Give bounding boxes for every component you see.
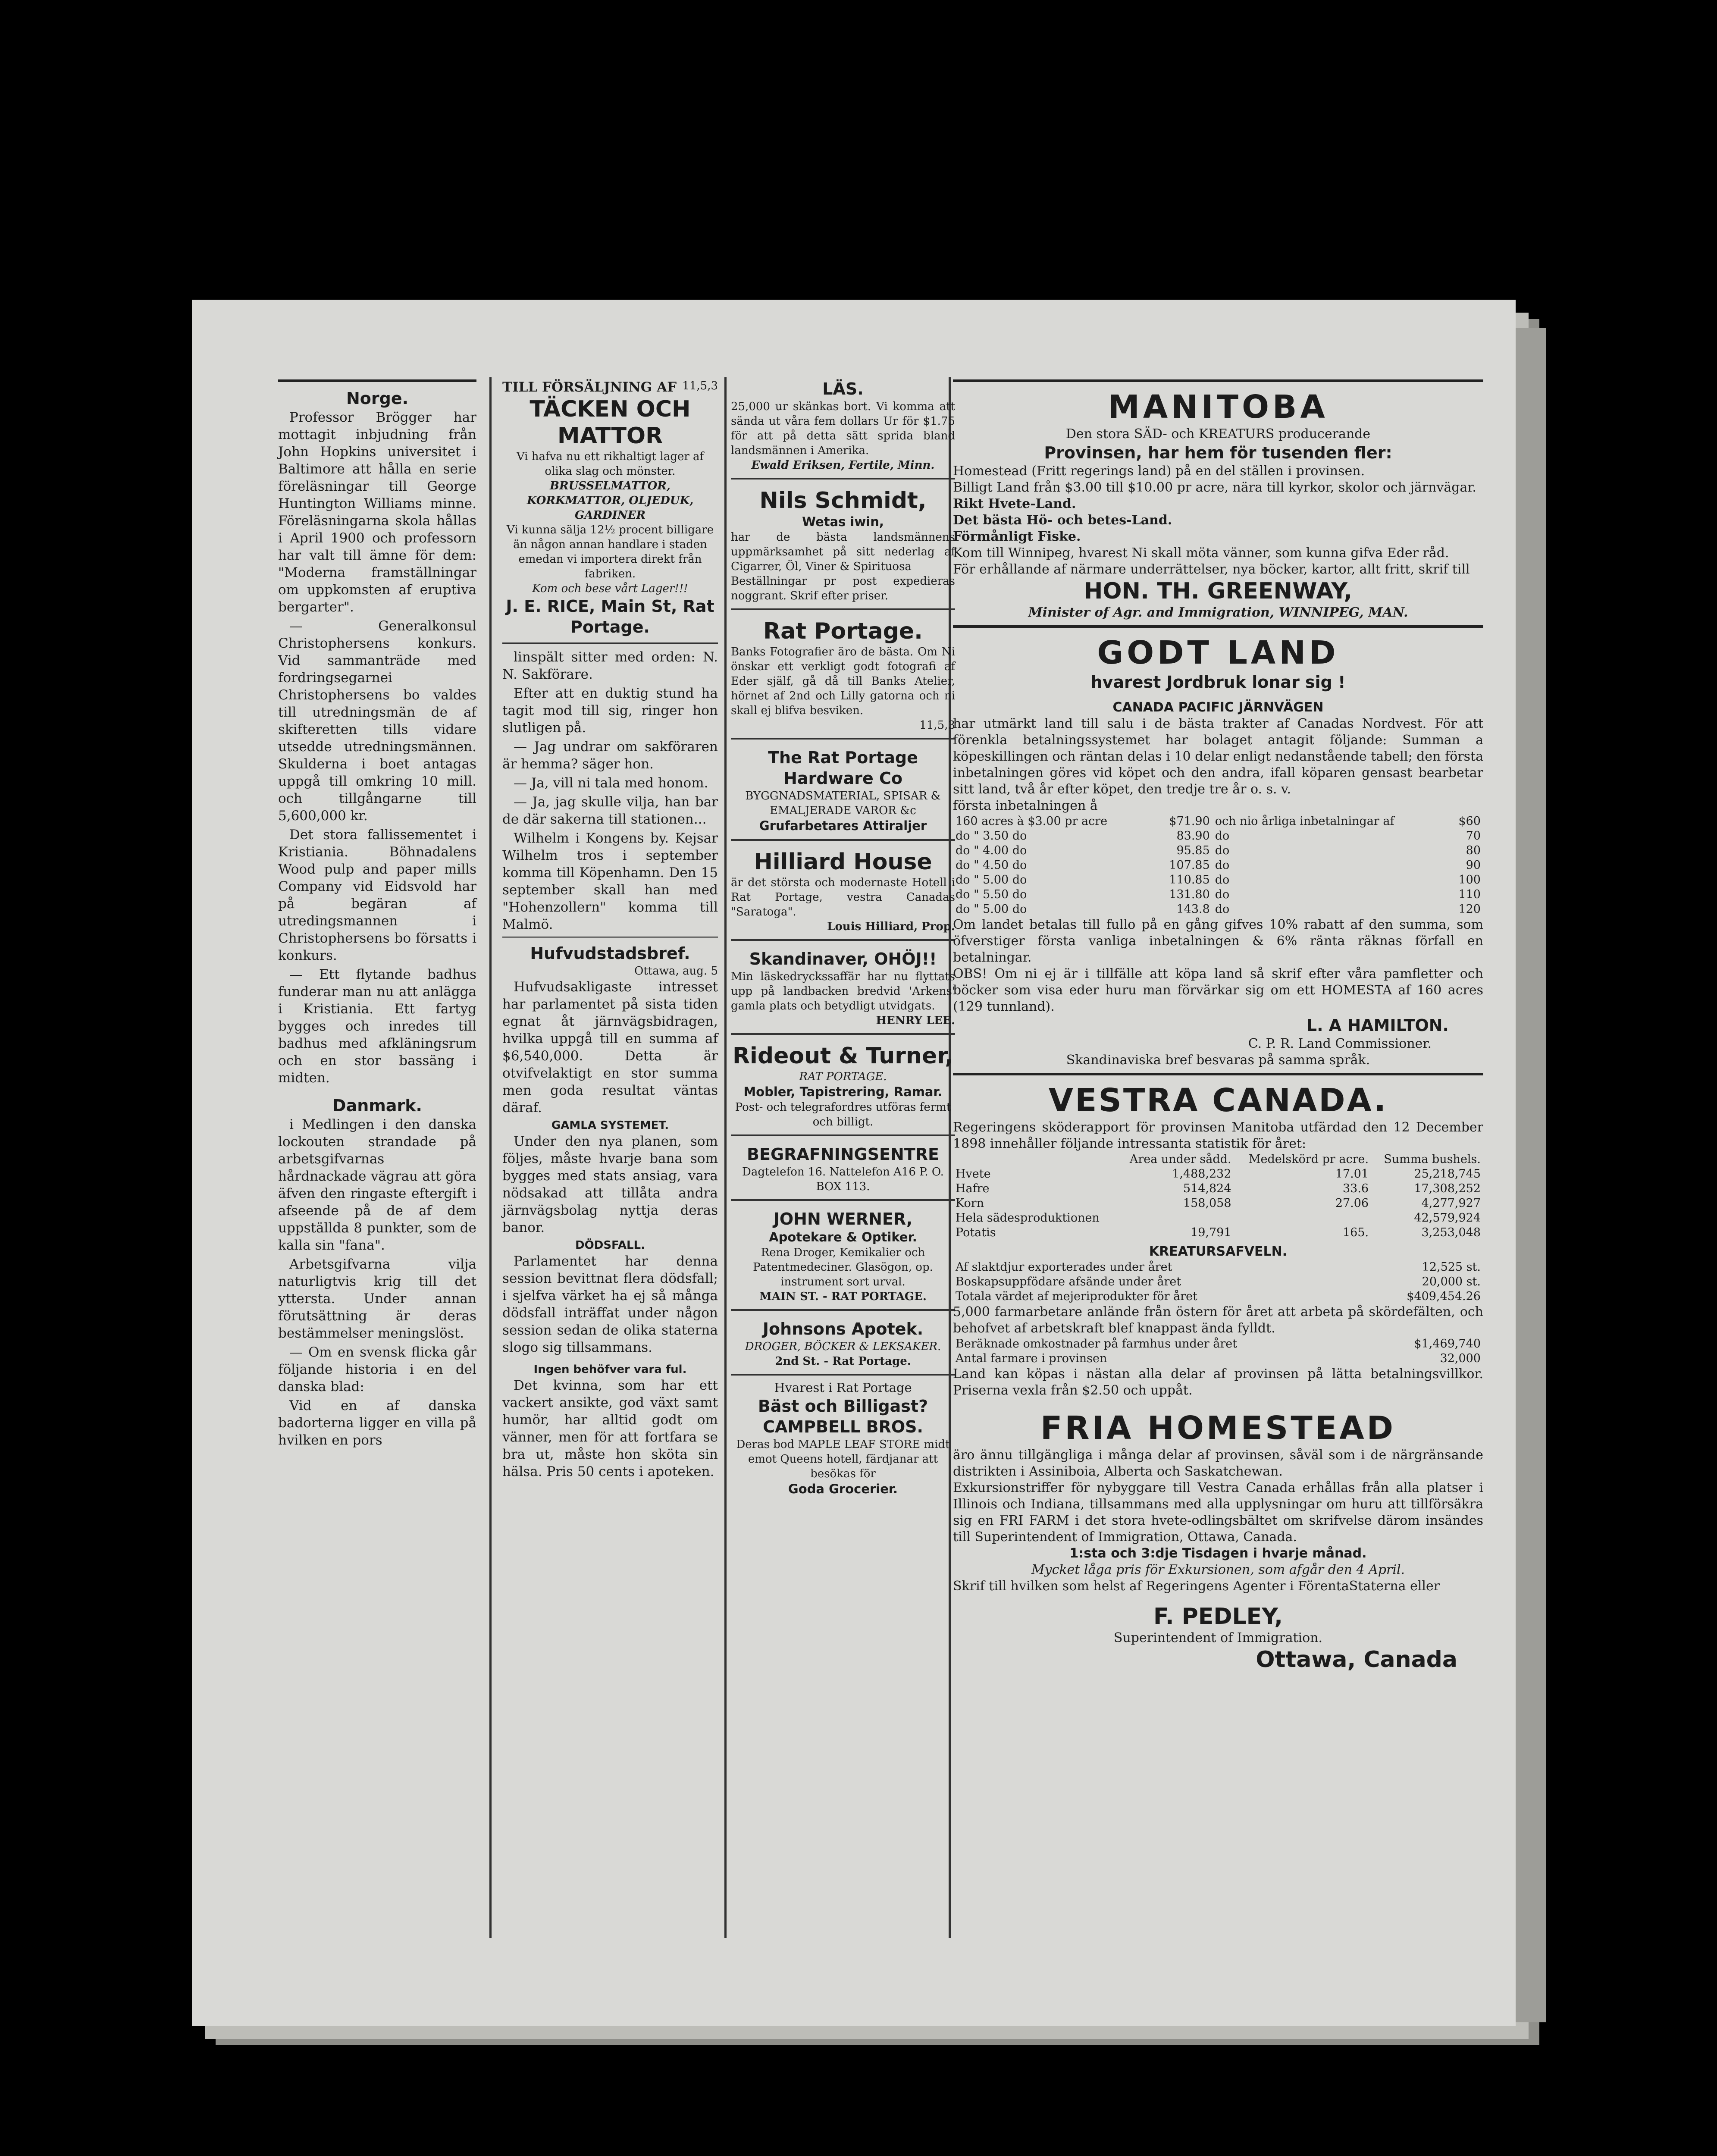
cpr-row	[953, 829, 1483, 843]
vestra-row-cell: 514,824	[1183, 1182, 1231, 1195]
story-paragraph: Efter att en duktig stund ha tagit mod till sig, ringer hon slutligen på.	[502, 686, 718, 736]
norge-paragraph: — Generalkonsul Christophersens konkurs. Vid sammanträde med fordringsegarnei Christophersens bo valdes till utredningsmän de af skifteretten tills vidare utsedde utredningsmännen. Skulderna i boet antagas uppgå till omkring 10 mill. och tillgångarne till 5,600,000 kr.	[278, 618, 476, 824]
cpr-row-cell: 131.80	[1169, 888, 1210, 901]
newspaper-page	[192, 300, 1516, 2026]
hardware-items: BYGGNADSMATERIAL, SPISAR & EMALJERADE VAROR &c	[745, 790, 941, 817]
cpr-row-cell: 107.85	[1169, 859, 1210, 872]
hilliard-heading: Hilliard House	[754, 849, 932, 875]
manitoba-line: För erhållande af närmare underrättelser, nya böcker, kartor, allt fritt, skrif till	[953, 562, 1470, 577]
nils-text-2: Beställningar pr post expedieras noggrant. Skrif efter priser.	[731, 575, 955, 602]
manitoba-sub-2: Provinsen, har hem för tusenden fler:	[1044, 443, 1392, 462]
skand-text: Min läskedryckssaffär har nu flyttats upp på landbacken bredvid 'Arkens' gamla plats och betydligt utvidgats.	[731, 970, 955, 1012]
vestra-row	[953, 1167, 1483, 1181]
kreatur-row-cell: $409,454.26	[1407, 1290, 1481, 1303]
cpr-row-cell: och nio årliga inbetalningar af	[1215, 815, 1394, 828]
pedley-name: F. PEDLEY,	[1153, 1604, 1283, 1630]
rideout-advertisement	[731, 1039, 955, 1136]
cpr-row-cell: 110	[1458, 888, 1481, 901]
story-paragraph: Wilhelm i Kongens by. Kejsar Wilhelm tros i september komma till Köpenhamn. Den 15 september skall han med "Hohenzollern" komma till Malmö.	[502, 830, 718, 932]
cpr-row-cell: do	[1215, 888, 1230, 901]
top-rule	[278, 379, 476, 382]
column-3	[731, 375, 955, 1497]
johnsons-addr: 2nd St. - Rat Portage.	[775, 1355, 911, 1368]
rat-code: 11,5,3	[919, 719, 955, 732]
rideout-text: Post- och telegrafordres utföras fermt och billigt.	[735, 1101, 951, 1128]
nils-text: har de bästa landsmännens uppmärksamhet på sitt nederlag af Cigarrer, Öl, Viner & Spirituosa	[731, 531, 955, 573]
hardware-advertisement	[731, 744, 955, 841]
ad-code: 11,5,3	[682, 379, 718, 392]
manitoba-sub: Den stora SÄD- och KREATURS producerande	[1065, 426, 1371, 442]
vestra-row-cell: 42,579,924	[1414, 1211, 1481, 1225]
cpr-text: har utmärkt land till salu i de bästa trakter af Canadas Nordvest. För att förenkla betalningssystemet har bolaget antagit följande: Summan a köpeskillingen och räntan delas i 10 delar enligt nedanstående tabell; den första inbetalningen göres vid köpet och den andra, ifall köparen gensast bearbetar sitt land, två år efter köpet, den tredje tre år o. s. v.	[953, 716, 1483, 797]
campbell-big: Bäst och Billigast?	[758, 1397, 928, 1416]
kreatur-row-cell: 32,000	[1440, 1352, 1481, 1365]
rat-advertisement	[731, 614, 955, 740]
page-edge	[1516, 328, 1546, 2022]
rideout-heading: Rideout & Turner,	[733, 1043, 953, 1069]
cpr-row-cell: do	[1215, 859, 1230, 872]
vestra-row-cell: Hafre	[956, 1182, 990, 1195]
cpr-note: Skandinaviska bref besvaras på samma språk.	[1066, 1053, 1370, 1068]
ingen-heading: Ingen behöfver vara ful.	[533, 1363, 687, 1376]
cpr-row-cell: 110.85	[1169, 873, 1210, 887]
cpr-row-cell: do	[1215, 844, 1230, 857]
norge-paragraph: Det stora fallissementet i Kristiania. Böhnadalens Wood pulp and paper mills Company vid Eidsvold har på begäran af utredingsmannen i Christophersens bo försatts i konkurs.	[278, 827, 476, 963]
dods-paragraph: Parlamentet har denna session bevittnat flera dödsfall; i sjelfva värket ha ej så många dödsfall inträffat under någon session sedan de olika staterna slogo sig tillsammans.	[502, 1253, 718, 1355]
column-1	[278, 375, 476, 1451]
vestra-row	[953, 1181, 1483, 1196]
norge-paragraph: Vid en af danska badorterna ligger en villa på hvilken en pors	[278, 1398, 476, 1448]
cpr-row	[953, 843, 1483, 858]
cpr-row	[953, 902, 1483, 917]
vestra-row-cell: 19,791	[1191, 1226, 1231, 1239]
fria-text-3: Mycket låga pris för Exkursionen, som afgår den 4 April.	[1031, 1562, 1405, 1577]
hufvud-heading: Hufvudstadsbref.	[530, 944, 690, 963]
vestra-row-cell: Korn	[956, 1197, 984, 1210]
hardware-extra: Grufarbetares Attiraljer	[759, 818, 927, 833]
story-paragraph: — Jag undrar om sakföraren är hemma? säger hon.	[502, 739, 718, 772]
campbell-end: Goda Grocerier.	[788, 1482, 898, 1496]
skand-heading: Skandinaver, OHÖJ!!	[749, 950, 937, 968]
ad-label: TILL FÖRSÄLJNING AF	[502, 379, 677, 395]
kreatur-text: 5,000 farmarbetare anlände från östern för året att arbeta på skördefälten, och behofvet af arbetskraft blef knappast ända fylldt.	[953, 1304, 1483, 1336]
cpr-row-cell: do " 5.00 do	[956, 903, 1027, 916]
vestra-row-cell: 25,218,745	[1414, 1167, 1481, 1181]
rice-advertisement	[502, 375, 718, 644]
cpr-text-3: OBS! Om ni ej är i tillfälle att köpa land så skrif efter våra pamfletter och böcker som visa eder huru man förvärkar sig om ett HOMESTA af 160 acres (129 tunnland).	[953, 966, 1483, 1014]
las-sign: Ewald Eriksen, Fertile, Minn.	[751, 459, 935, 472]
cpr-row-cell: do " 5.50 do	[956, 888, 1027, 901]
begraf-text: Dagtelefon 16. Nattelefon A16 P. O. BOX 113.	[742, 1166, 944, 1193]
manitoba-line: Homestead (Fritt regerings land) på en del ställen i provinsen.	[953, 464, 1365, 479]
godt-sub: hvarest Jordbruk lonar sig !	[1090, 673, 1346, 692]
campbell-advertisement	[731, 1380, 955, 1497]
cpr-row-cell: 95.85	[1176, 844, 1210, 857]
cpr-row-cell: $71.90	[1169, 815, 1210, 828]
vestra-row-cell: 33.6	[1342, 1182, 1369, 1195]
fria-text-4: Skrif till hvilken som helst af Regeringens Agenter i FörentaStaterna eller	[953, 1579, 1440, 1594]
hilliard-advertisement	[731, 845, 955, 941]
pedley-place: Ottawa, Canada	[1256, 1647, 1457, 1673]
kreatur-row-cell: Totala värdet af mejeriprodukter för året	[956, 1290, 1197, 1303]
norge-paragraph: — Om en svensk flicka går följande historia i en del danska blad:	[278, 1344, 476, 1395]
ad-text-2: Vi kunna sälja 12½ procent billigare än någon annan handlare i staden emedan vi importera direkt från fabriken.	[506, 523, 714, 580]
vestra-row-cell: 165.	[1342, 1226, 1369, 1239]
manitoba-line: Kom till Winnipeg, hvarest Ni skall möta vänner, som kunna gifva Eder råd.	[953, 545, 1449, 561]
manitoba-line: Det bästa Hö- och betes-Land.	[953, 513, 1172, 528]
vestra-row	[953, 1225, 1483, 1240]
hufvud-paragraph: Hufvudsakligaste intresset har parlamentet på sista tiden egnat åt järnvägsbidragen, hvilka uppgå till en summa af $6,540,000. Detta är otvifvelaktigt en stor summa men goda resultat väntas däraf.	[502, 979, 718, 1116]
kreatur-row-cell: Boskapsuppfödare afsände under året	[956, 1275, 1181, 1288]
kreatur-row	[953, 1289, 1483, 1304]
vestra-row-cell	[953, 1152, 1117, 1167]
skand-sign: HENRY LEE.	[876, 1014, 955, 1027]
vestra-row	[953, 1211, 1483, 1225]
vestra-row	[953, 1152, 1483, 1167]
story-paragraph: — Ja, vill ni tala med honom.	[514, 775, 708, 791]
ad-shop: J. E. RICE, Main St, Rat Portage.	[506, 597, 714, 636]
kreatur-table-2	[953, 1337, 1483, 1366]
cpr-row-cell: 80	[1466, 844, 1481, 857]
kreatur-row	[953, 1337, 1483, 1351]
ad-items: BRUSSELMATTOR, KORKMATTOR, OLJEDUK, GARDINER	[526, 479, 694, 522]
fria-heading: FRIA HOMESTEAD	[1040, 1410, 1396, 1447]
johnsons-sub: DROGER, BÖCKER & LEKSAKER.	[745, 1340, 941, 1353]
cpr-row-cell: do " 4.50 do	[956, 859, 1027, 872]
vestra-row-cell: 3,253,048	[1421, 1226, 1481, 1239]
ad-title: TÄCKEN OCH MATTOR	[530, 396, 691, 449]
cpr-row-cell: 120	[1458, 903, 1481, 916]
kreatur-row-cell: 12,525 st.	[1422, 1260, 1481, 1274]
cpr-row-cell: 70	[1466, 829, 1481, 843]
werner-advertisement	[731, 1205, 955, 1311]
vestra-row-cell: 1,488,232	[1172, 1167, 1231, 1181]
las-text: 25,000 ur skänkas bort. Vi komma att sända ut våra fem dollars Ur för $1.75 för att på detta sätt sprida bland landsmännen i Amerika.	[731, 400, 955, 457]
werner-sub: Apotekare & Optiker.	[769, 1230, 917, 1244]
vestra-row	[953, 1196, 1483, 1211]
danmark-heading: Danmark.	[332, 1096, 422, 1115]
cpr-row	[953, 873, 1483, 887]
begraf-advertisement	[731, 1141, 955, 1201]
manitoba-line: Rikt Hvete-Land.	[953, 496, 1076, 511]
las-heading: LÄS.	[822, 379, 864, 398]
cpr-row-cell: do	[1215, 873, 1230, 887]
norge-paragraph: — Ett flytande badhus funderar man nu att anlägga i Kristiania. Ett fartyg bygges och inredes till badhus med afkläningsrum och en stor bassäng i midten.	[278, 967, 476, 1086]
danmark-paragraph: i Medlingen i den danska lockouten strandade på arbetsgifvarnas hårdnackade vägrau att göra äfven den ringaste eftergift i afseende på de af dem uppställda 8 punkter, som de kalla sin "fana".	[278, 1117, 476, 1253]
vestra-row-cell: Summa bushels.	[1384, 1153, 1481, 1166]
cpr-heading: CANADA PACIFIC JÄRNVÄGEN	[1112, 700, 1324, 715]
vestra-row-cell	[1234, 1211, 1372, 1225]
column-rule	[724, 377, 727, 1938]
cpr-intro: första inbetalningen å	[953, 798, 1098, 813]
johnsons-advertisement	[731, 1315, 955, 1376]
rat-heading: Rat Portage.	[763, 618, 923, 644]
fria-dates: 1:sta och 3:dje Tisdagen i hvarje månad.	[1069, 1546, 1367, 1561]
cpr-row	[953, 887, 1483, 902]
vestra-row-cell: 17,308,252	[1414, 1182, 1481, 1195]
johnsons-heading: Johnsons Apotek.	[762, 1319, 924, 1338]
vestra-row-cell: 17.01	[1335, 1167, 1369, 1181]
gamla-paragraph: Under den nya planen, som följes, måste hvarje bana som bygges med stats ansiag, vara nödsakad att tillåta andra järnvägsbolag nyttja deras banor.	[502, 1134, 718, 1235]
cpr-row-cell: do " 4.00 do	[956, 844, 1027, 857]
column-4	[953, 375, 1483, 1673]
vestra-row-cell: Potatis	[956, 1226, 996, 1239]
campbell-text: Deras bod MAPLE LEAF STORE midt emot Queens hotell, färdjanar att besökas för	[736, 1438, 950, 1480]
kreatur-row-cell: Af slaktdjur exporterades under året	[956, 1260, 1172, 1274]
cpr-table	[953, 814, 1483, 917]
manitoba-line: Billigt Land från $3.00 till $10.00 pr acre, nära till kyrkor, skolor och järnvägar.	[953, 480, 1476, 495]
story-paragraph: — Ja, jag skulle vilja, han bar de där sakerna till stationen...	[502, 794, 718, 827]
norge-paragraph: Professor Brögger har mottagit inbjudning från John Hopkins universitet i Baltimore att hålla en serie föreläsningar till George Huntington Williams minne. Föreläsningarna skola hållas i April 1900 och professorn har valt till ämne för dem: "Moderna framställningar om uppkomsten af eruptiva bergarter".	[278, 410, 476, 615]
werner-text: Rena Droger, Kemikalier och Patentmedeciner. Glasögon, op. instrument sort urval.	[753, 1246, 933, 1288]
kreatur-row	[953, 1275, 1483, 1289]
manitoba-sign: HON. TH. GREENWAY,	[1084, 578, 1353, 604]
cpr-row-cell: 83.90	[1176, 829, 1210, 843]
vestra-row-cell: 27.06	[1335, 1197, 1369, 1210]
vestra-row-cell: Medelskörd pr acre.	[1248, 1153, 1369, 1166]
manitoba-heading: MANITOBA	[1108, 389, 1328, 426]
kreatur-row-cell: $1,469,740	[1414, 1337, 1481, 1351]
nils-name: Nils Schmidt,	[759, 488, 927, 514]
vestra-row-cell: Area under sådd.	[1129, 1153, 1231, 1166]
ad-text: Vi hafva nu ett rikhaltigt lager af olika slag och mönster.	[516, 450, 704, 478]
cpr-row-cell: 143.8	[1176, 903, 1210, 916]
cpr-row-cell: 100	[1458, 873, 1481, 887]
vestra-row-cell: 4,277,927	[1421, 1197, 1481, 1210]
danmark-paragraph: Arbetsgifvarna vilja naturligtvis krig till det yttersta. Under annan förutsättning är deras bestämmelser meningslöst.	[278, 1257, 476, 1341]
fria-text-2: Exkursionstriffer för nybyggare till Vestra Canada erhållas från alla platser i Illinois och Indiana, tillsammans med alla upplysningar om huru att tillförsäkra sig en FRI FARM i det stora hvete-odlingsbältet om skrifvelse därom insändes till Superintendent of Immigration, Ottawa, Canada.	[953, 1480, 1483, 1545]
begraf-heading: BEGRAFNINGSENTRE	[747, 1145, 939, 1164]
werner-addr: MAIN ST. - RAT PORTAGE.	[759, 1290, 927, 1303]
manitoba-sign-sub: Minister of Agr. and Immigration, WINNIPEG, MAN.	[1028, 605, 1408, 620]
cpr-text-2: Om landet betalas till fullo på en gång gifves 10% rabatt af den summa, som öfverstiger första vanliga inbetalningen & 6% ränta räknas förfall en betalningar.	[953, 917, 1483, 965]
hilliard-sign: Louis Hilliard, Prop.	[827, 920, 955, 933]
vestra-text: Regeringens sköderapport för provinsen Manitoba utfärdad den 12 December 1898 innehåller följande intressanta statistik för året:	[953, 1120, 1483, 1151]
vestra-heading: VESTRA CANADA.	[1048, 1082, 1388, 1119]
nils-place: Wetas iwin,	[802, 514, 884, 529]
kreatur-row	[953, 1351, 1483, 1366]
vestra-row-cell	[1117, 1211, 1234, 1225]
kreatur-row	[953, 1260, 1483, 1275]
skand-advertisement	[731, 945, 955, 1035]
column-rule	[489, 377, 492, 1938]
cpr-row	[953, 858, 1483, 873]
hilliard-text: är det största och modernaste Hotell i Rat Portage, vestra Canadas "Saratoga".	[731, 876, 955, 918]
cpr-sign-sub: C. P. R. Land Commissioner.	[1248, 1036, 1432, 1051]
gamla-heading: GAMLA SYSTEMET.	[551, 1119, 669, 1132]
cpr-row-cell: do " 3.50 do	[956, 829, 1027, 843]
rideout-items: Mobler, Tapistrering, Ramar.	[743, 1084, 943, 1099]
cpr-row-cell: do	[1215, 903, 1230, 916]
cpr-row-cell: 90	[1466, 859, 1481, 872]
hardware-heading: The Rat Portage Hardware Co	[768, 748, 918, 788]
rideout-place: RAT PORTAGE.	[799, 1070, 887, 1083]
vestra-row-cell: 158,058	[1183, 1197, 1231, 1210]
cpr-row-cell: $60	[1458, 815, 1481, 828]
ad-invite: Kom och bese vårt Lager!!!	[532, 582, 688, 595]
campbell-name: CAMPBELL BROS.	[763, 1417, 923, 1436]
ingen-paragraph: Det kvinna, som har ett vackert ansikte, god växt samt humör, har alltid godt om vänner, men för att fortfara se bra ut, måste hon sköta sin hälsa. Pris 50 cents i apoteken.	[502, 1378, 718, 1479]
story-paragraph: linspält sitter med orden: N. N. Sakförare.	[502, 649, 718, 682]
vestra-row-cell: Hvete	[956, 1167, 991, 1181]
werner-heading: JOHN WERNER,	[773, 1210, 913, 1228]
pedley-title: Superintendent of Immigration.	[1113, 1630, 1323, 1645]
godt-heading: GODT LAND	[1097, 634, 1339, 671]
cpr-row-cell: do " 5.00 do	[956, 873, 1027, 887]
cpr-row	[953, 814, 1483, 829]
manitoba-line: Förmånligt Fiske.	[953, 529, 1081, 544]
kreatur-table	[953, 1260, 1483, 1304]
column-2	[502, 375, 718, 1482]
kreatur-text-2: Land kan köpas i nästan alla delar af provinsen på lätta betalningsvillkor. Priserna vexla från $2.50 och uppåt.	[953, 1366, 1483, 1398]
vestra-table	[953, 1152, 1483, 1240]
kreatur-heading: KREATURSAFVELN.	[1149, 1244, 1288, 1259]
las-advertisement	[731, 375, 955, 479]
kreatur-row-cell: Beräknade omkostnader på farmhus under året	[956, 1337, 1238, 1351]
norge-heading: Norge.	[346, 389, 409, 408]
rat-text: Banks Fotografier äro de bästa. Om Ni önskar ett verkligt godt fotografi af Eder själf, gå då till Banks Atelier, hörnet af 2nd och Lilly gatorna och ni skall ej blifva besviken.	[731, 646, 955, 717]
campbell-question: Hvarest i Rat Portage	[774, 1380, 912, 1395]
nils-advertisement	[731, 484, 955, 610]
cpr-sign: L. A HAMILTON.	[1306, 1016, 1449, 1035]
fria-text: äro ännu tillgängliga i många delar af provinsen, såväl som i de närgränsande distrikten i Assiniboia, Alberta och Saskatchewan.	[953, 1448, 1483, 1479]
kreatur-row-cell: Antal farmare i provinsen	[956, 1352, 1107, 1365]
hufvud-dateline: Ottawa, aug. 5	[634, 965, 718, 978]
vestra-row-cell: Hela sädesproduktionen	[956, 1211, 1100, 1225]
kreatur-row-cell: 20,000 st.	[1422, 1275, 1481, 1288]
dods-heading: DÖDSFALL.	[575, 1239, 645, 1252]
cpr-row-cell: 160 acres à $3.00 pr acre	[956, 815, 1108, 828]
cpr-row-cell: do	[1215, 829, 1230, 843]
